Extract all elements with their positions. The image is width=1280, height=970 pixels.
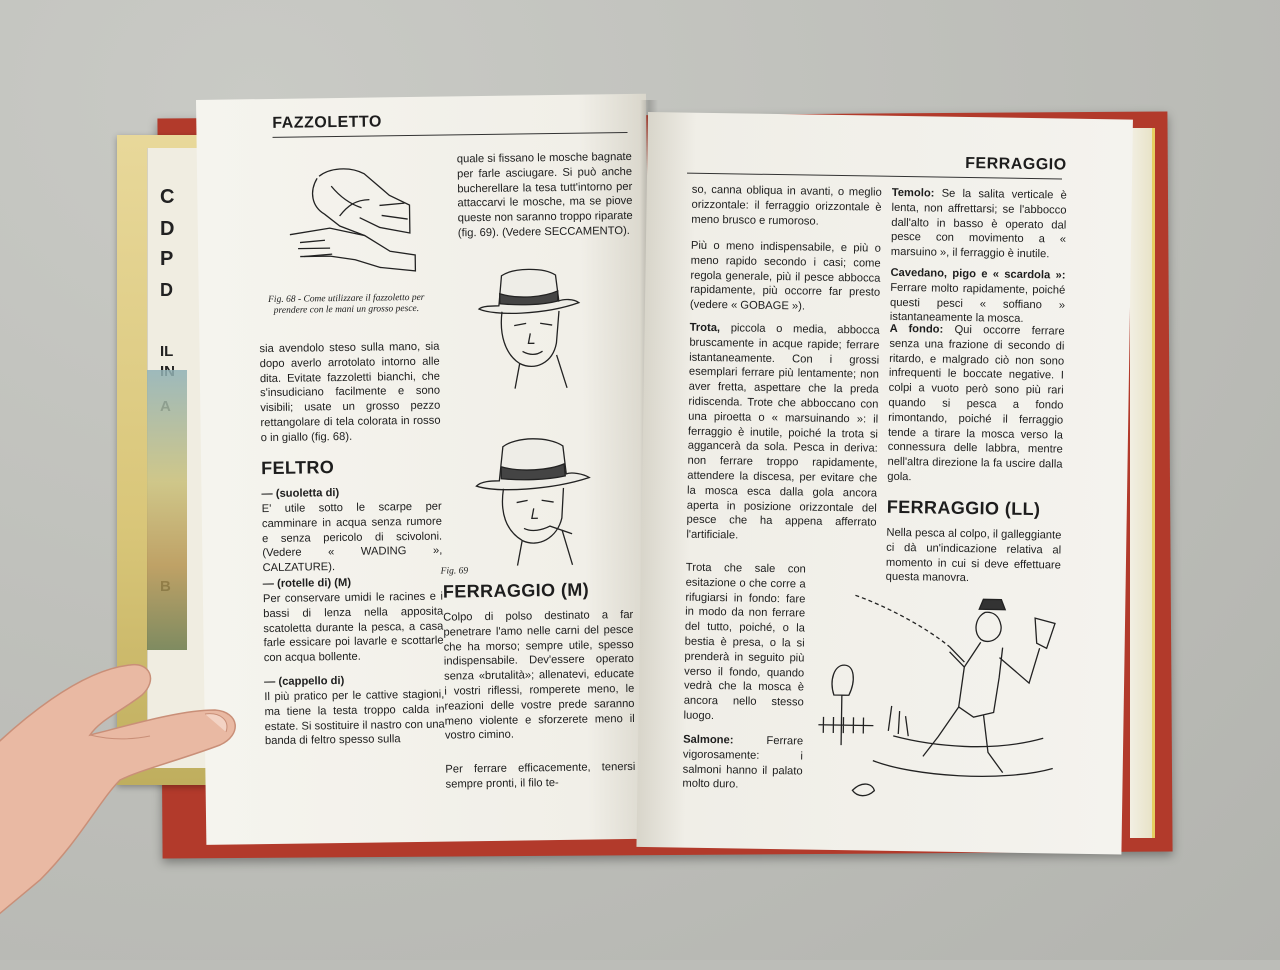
rotelle-label: — (rotelle di) (M) bbox=[262, 576, 352, 591]
page-header-right: FERRAGGIO bbox=[965, 154, 1067, 174]
cappello-text: Il più pratico per le cattive stagioni, ma tiene la testa troppo calda in estate. Si sostituire il nastro con una banda di feltro spesso sulla bbox=[264, 688, 445, 748]
page-header-left: FAZZOLETTO bbox=[272, 113, 383, 132]
trota-sale-text: Trota che sale con esitazione o che corre a rifugiarsi in fondo: fare in modo da non ferrare del tutto, poiché, o la bestia è presa, o la si prenderà in seguito più verso il fondo, quando vedrà che la mosca è ancora nello stesso luogo. bbox=[683, 561, 806, 723]
handkerchief-illustration bbox=[269, 155, 431, 287]
trota-label: Trota, bbox=[689, 321, 721, 335]
header-rule bbox=[273, 132, 628, 138]
afondo-text: Qui occorre ferrare senza una frazione di secondo di ritardo, e malgrado ciò non sono infrequenti le boccate negative. I colpi a vuoto però sono più rari quando si pesca a fondo rimontando, poiché il ferraggio tende a tirare la mosca verso la connessura delle labbra, mentre nell'altra direzione la fa uscire dalla gola. bbox=[887, 323, 1065, 484]
cavedano-label: Cavedano, pigo e « scardola »: bbox=[890, 266, 1066, 282]
page-edges bbox=[1130, 128, 1155, 838]
cavedano-text: Ferrare molto rapidamente, poiché questi pesci « soffiano » istantaneamente la mosca. bbox=[889, 281, 1066, 326]
spine-letter: D bbox=[160, 280, 173, 300]
cavedano-paragraph bbox=[890, 266, 1066, 328]
ferraggio-rules-text: Più o meno indispensabile, e più o meno rapido secondo i casi; come regola generale, più il pesce abbocca rapidamente, più occorre far presto (vedere « GOBAGE »). bbox=[689, 239, 881, 313]
fig69-caption: Fig. 69 bbox=[440, 566, 469, 577]
temolo-text: Se la salita verticale è lenta, non affrettarsi; se l'abbocco dall'alto in basso è operato dal pesce con movimento a « marsuino », il ferraggio è inutile. bbox=[890, 187, 1067, 261]
ferraggio-m-title: FERRAGGIO (M) bbox=[442, 579, 590, 602]
spine-letter: C bbox=[160, 186, 175, 208]
rotelle-text: Per conservare umidi le racines e i bassi di lenza nella apposita scatoletta durante la pesca, a casa farle essicare poi lavarle e scottarle con acqua bollente. bbox=[262, 590, 444, 665]
salmone-text: Ferrare vigorosamente: i salmoni hanno il palato molto duro. bbox=[682, 734, 804, 791]
fazzoletto-text: sia avendolo steso sulla mano, sia dopo averlo arrotolato intorno alle dita. Evitate fazzoletti bianchi, che s'insudiciano facilmente e sono visibili; usate un grosso pezzo rettangolare di tela colorata in rosso o in giallo (fig. 68). bbox=[259, 340, 441, 444]
cappello-label: — (cappello di) bbox=[264, 674, 345, 689]
spine-letter: P bbox=[160, 248, 174, 270]
suoletta-text: E' utile sotto le scarpe per camminare in acqua senza rumore e senza pericolo di scivoloni. (Vedere « WADING », CALZATURE). bbox=[261, 500, 443, 575]
trota-text: piccola o media, abbocca bruscamente in acque rapide; ferrare istantaneamente. Con i grossi esemplari ferrare più lentamente; non aver fretta, aspettare che la preda ridiscenda. Trote che abboccano con una piroetta o « marsuinando »: il ferraggio è inutile, poiché la trota si aggancerà da sola. Pesca in deriva: non ferrare troppo rapidamente, attendere la discesa, per evitare che la mosca esca dalla gola ancora aperta in posizione orizzontale del pesce che ha appena afferrato l'artificiale. bbox=[686, 322, 880, 542]
spine-letter: IL bbox=[160, 343, 174, 360]
cappello-continued-text: quale si fissano le mosche bagnate per farle asciugare. Si può anche bucherellare la tesa tutt'intorno per attaccarvi le mosche, ma se piove queste non saranno troppo riparate (fig. 69). (Vedere SECCAMENTO). bbox=[456, 150, 633, 240]
trota-paragraph bbox=[686, 321, 879, 546]
left-page bbox=[196, 94, 656, 845]
salmone-paragraph bbox=[682, 733, 803, 794]
ferraggio-m-text: Colpo di polso destinato a far penetrare l'amo nelle carni del pesce che ha morso; sempre utile, spesso indispensabile. Dev'essere operato senza «brutalità»; allenatevi, educate i vostri riflessi, romperete meno, le reazioni delle vostre prede saranno meno violente e sforzerete meno il vostro cimino. bbox=[443, 608, 635, 742]
hat-profile-illustration bbox=[471, 429, 603, 571]
hat-head-illustration bbox=[473, 262, 595, 394]
fig68-caption: Fig. 68 - Come utilizzare il fazzoletto per prendere con le mani un grosso pesce. bbox=[268, 292, 425, 316]
ferraggio-ll-text: Nella pesca al colpo, il galleggiante ci dà un'indicazione relativa al momento in cui si deve effettuare questa manovra. bbox=[885, 526, 1062, 585]
header-rule bbox=[687, 173, 1062, 180]
ferraggio-m-text-2: Per ferrare efficacemente, tenersi sempre pronti, il filo te- bbox=[445, 760, 636, 791]
ferraggio-ll-title: FERRAGGIO (LL) bbox=[886, 496, 1041, 520]
salmone-label: Salmone: bbox=[683, 733, 734, 747]
hand bbox=[0, 640, 260, 970]
right-page bbox=[636, 112, 1132, 855]
temolo-label: Temolo: bbox=[891, 186, 935, 200]
afondo-paragraph bbox=[887, 322, 1065, 487]
underlying-illustration bbox=[147, 370, 187, 650]
spine-letter: D bbox=[160, 218, 175, 240]
feltro-title: FELTRO bbox=[261, 457, 335, 479]
temolo-paragraph bbox=[891, 186, 1067, 263]
suoletta-label: — (suoletta di) bbox=[261, 487, 340, 501]
ferraggio-intro-text: so, canna obliqua in avanti, o meglio orizzontale: il ferraggio orizzontale è meno brusco e rumoroso. bbox=[691, 183, 882, 228]
afondo-label: A fondo: bbox=[889, 322, 944, 336]
fisherman-illustration bbox=[812, 585, 1065, 809]
